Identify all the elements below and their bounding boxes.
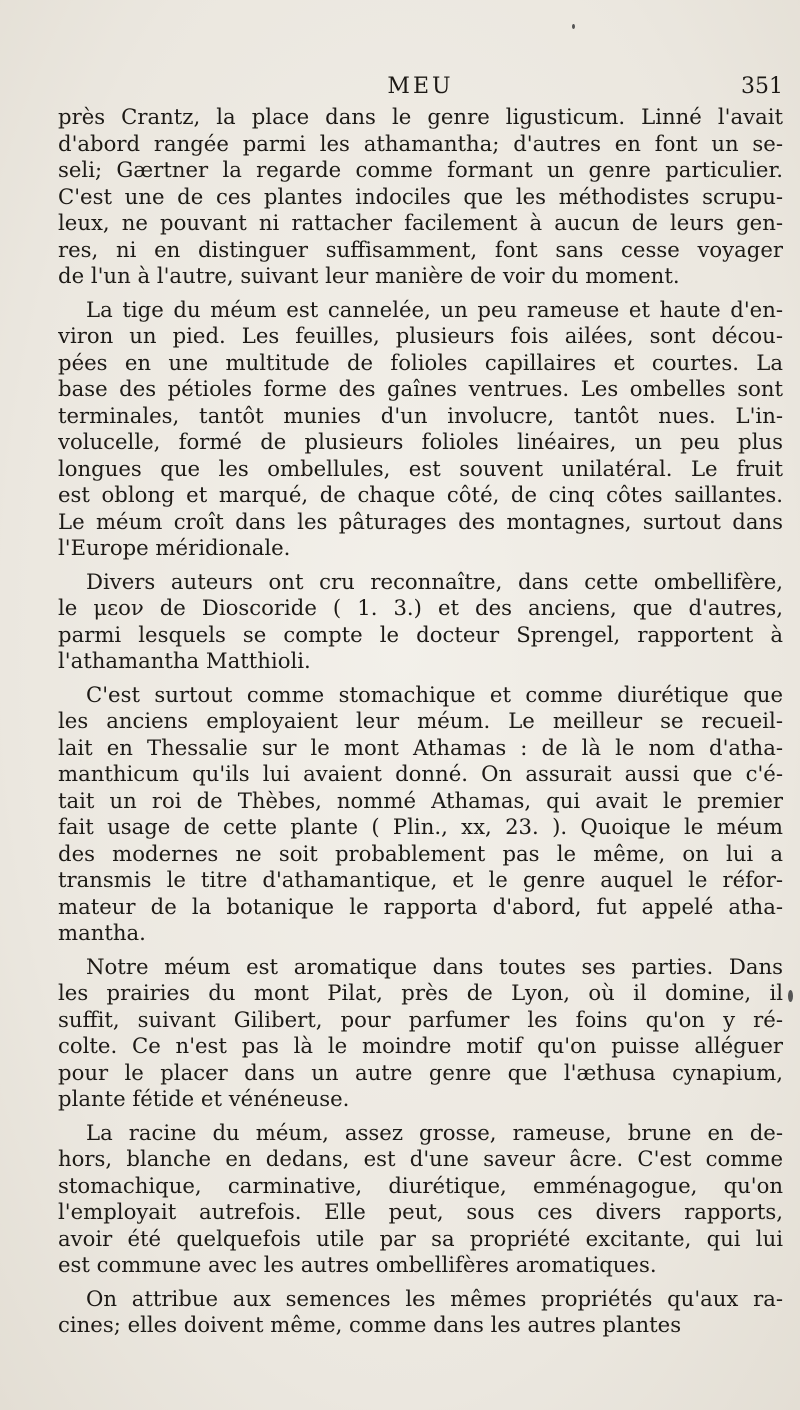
text-line: avoir été quelquefois utile par sa propriété excitante, qui lui (58, 1225, 783, 1251)
paragraph (58, 1120, 783, 1279)
paragraph (58, 297, 783, 562)
text-line: Divers auteurs ont cru reconnaître, dans cette ombellifère, (86, 568, 783, 594)
text-line: l'athamantha Matthioli. (58, 648, 311, 673)
text-line: pour le placer dans un autre genre que l'æthusa cynapium, (58, 1059, 783, 1085)
text-line: est oblong et marqué, de chaque côté, de cinq côtes saillantes. (58, 482, 783, 507)
text-line: tait un roi de Thèbes, nommé Athamas, qui avait le premier (58, 787, 783, 813)
body-text (58, 104, 783, 1339)
text-line: colte. Ce n'est pas là le moindre motif qu'on puisse alléguer (58, 1033, 783, 1058)
text-line: fait usage de cette plante ( Plin., xx, 23. ). Quoique le méum (58, 814, 783, 839)
text-line: terminales, tantôt munies d'un involucre, tantôt nues. L'in- (58, 402, 783, 428)
text-line: mantha. (58, 920, 146, 945)
text-line: mateur de la botanique le rapporta d'abord, fut appelé atha- (58, 893, 783, 919)
text-line: de l'un à l'autre, suivant leur manière de voir du moment. (58, 263, 680, 288)
paragraph (58, 104, 783, 290)
text-line: hors, blanche en dedans, est d'une saveur âcre. C'est comme (58, 1146, 783, 1171)
text-line: Notre méum est aromatique dans toutes ses parties. Dans (86, 953, 783, 979)
text-line: d'abord rangée parmi les athamantha; d'autres en font un se- (58, 130, 783, 156)
text-line: C'est surtout comme stomachique et comme diurétique que (86, 681, 783, 707)
text-line: plante fétide et vénéneuse. (58, 1086, 350, 1111)
text-line: est commune avec les autres ombellifères aromatiques. (58, 1252, 657, 1277)
text-line: stomachique, carminative, diurétique, emménagogue, qu'on (58, 1172, 783, 1198)
text-line: pées en une multitude de folioles capillaires et courtes. La (58, 349, 783, 375)
text-line: parmi lesquels se compte le docteur Sprengel, rapportent à (58, 621, 783, 647)
text-line: La racine du méum, assez grosse, rameuse, brune en de- (86, 1119, 783, 1145)
text-line: La tige du méum est cannelée, un peu rameuse et haute d'en- (86, 296, 783, 322)
text-line: On attribue aux semences les mêmes propriétés qu'aux ra- (86, 1285, 783, 1311)
text-line: cines; elles doivent même, comme dans les autres plantes (58, 1312, 682, 1337)
text-line: l'employait autrefois. Elle peut, sous ces divers rapports, (58, 1199, 783, 1224)
text-line: res, ni en distinguer suffisamment, font sans cesse voyager (58, 236, 783, 262)
text-line: près Crantz, la place dans le genre ligusticum. Linné l'avait (58, 104, 783, 129)
text-line: Le méum croît dans les pâturages des montagnes, surtout dans (58, 508, 783, 534)
text-line: leux, ne pouvant ni rattacher facilement à aucun de leurs gen- (58, 210, 783, 235)
text-line: l'Europe méridionale. (58, 535, 291, 560)
paragraph (58, 954, 783, 1113)
page-number: 351 (741, 74, 783, 99)
page-header (58, 70, 783, 106)
text-line: volucelle, formé de plusieurs folioles linéaires, un peu plus (58, 429, 783, 454)
text-line: lait en Thessalie sur le mont Athamas : de là le nom d'atha- (58, 734, 783, 760)
paragraph (58, 1286, 783, 1339)
text-line: suffit, suivant Gilibert, pour parfumer les foins qu'on y ré- (58, 1006, 783, 1032)
text-line: base des pétioles forme des gaînes ventrues. Les ombelles sont (58, 376, 783, 401)
paper-speck (788, 990, 793, 1002)
paper-speck (572, 24, 575, 29)
text-line: longues que les ombellules, est souvent unilatéral. Le fruit (58, 455, 783, 481)
text-line: des modernes ne soit probablement pas le même, on lui a (58, 840, 783, 866)
text-line: C'est une de ces plantes indociles que les méthodistes scrupu- (58, 183, 783, 209)
paragraph (58, 682, 783, 947)
text-line: les prairies du mont Pilat, près de Lyon, où il domine, il (58, 980, 783, 1005)
text-line: seli; Gærtner la regarde comme formant un genre particulier. (58, 157, 783, 182)
text-line: le μεον de Dioscoride ( 1. 3.) et des anciens, que d'autres, (58, 595, 783, 620)
text-line: viron un pied. Les feuilles, plusieurs fois ailées, sont décou- (58, 323, 783, 348)
text-line: manthicum qu'ils lui avaient donné. On assurait aussi que c'é- (58, 761, 783, 786)
running-head: MEU (387, 74, 454, 99)
text-line: les anciens employaient leur méum. Le meilleur se recueil- (58, 708, 783, 733)
paragraph (58, 569, 783, 675)
text-line: transmis le titre d'athamantique, et le genre auquel le réfor- (58, 867, 783, 892)
